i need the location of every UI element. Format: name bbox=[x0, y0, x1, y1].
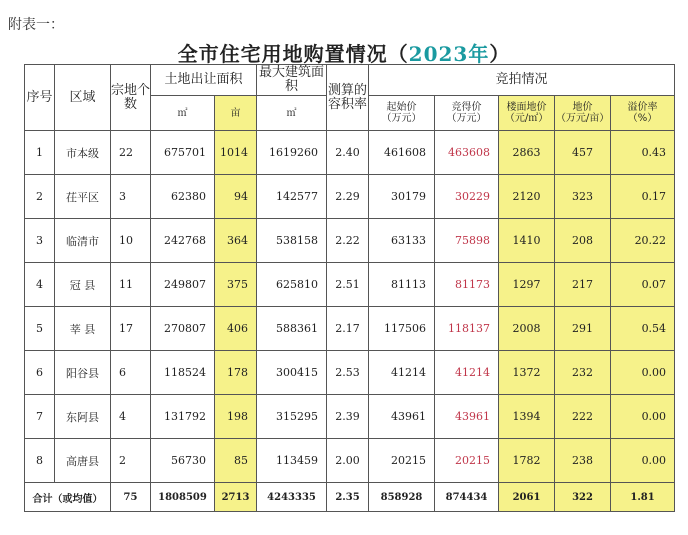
cell-ratio: 2.51 bbox=[327, 263, 369, 307]
total-count: 75 bbox=[111, 483, 151, 512]
cell-area-m2: 118524 bbox=[151, 351, 215, 395]
cell-floor: 2120 bbox=[499, 175, 555, 219]
cell-area-m2: 62380 bbox=[151, 175, 215, 219]
cell-area-mu: 94 bbox=[215, 175, 257, 219]
cell-region: 茌平区 bbox=[55, 175, 111, 219]
cell-land: 457 bbox=[555, 131, 611, 175]
total-deal: 874434 bbox=[435, 483, 499, 512]
cell-seq: 7 bbox=[25, 395, 55, 439]
cell-deal: 30229 bbox=[435, 175, 499, 219]
header-floor-price bbox=[499, 96, 555, 131]
header-floor-price-unit: （元/㎡） bbox=[504, 113, 549, 124]
header-ratio: 测算的容积率 bbox=[327, 65, 369, 131]
cell-seq: 1 bbox=[25, 131, 55, 175]
table-row bbox=[25, 439, 675, 483]
cell-seq: 8 bbox=[25, 439, 55, 483]
total-start: 858928 bbox=[369, 483, 435, 512]
table-row bbox=[25, 175, 675, 219]
cell-area-m2: 56730 bbox=[151, 439, 215, 483]
cell-area-mu: 364 bbox=[215, 219, 257, 263]
cell-area-m2: 242768 bbox=[151, 219, 215, 263]
header-premium bbox=[611, 96, 675, 131]
cell-ratio: 2.29 bbox=[327, 175, 369, 219]
cell-deal: 20215 bbox=[435, 439, 499, 483]
header-start-price-label: 起始价 bbox=[386, 102, 417, 113]
cell-premium: 20.22 bbox=[611, 219, 675, 263]
appendix-label: 附表一： bbox=[8, 17, 64, 33]
cell-start: 43961 bbox=[369, 395, 435, 439]
cell-count: 22 bbox=[111, 131, 151, 175]
total-area-mu: 2713 bbox=[215, 483, 257, 512]
cell-area-m2: 249807 bbox=[151, 263, 215, 307]
cell-build: 315295 bbox=[257, 395, 327, 439]
cell-ratio: 2.00 bbox=[327, 439, 369, 483]
cell-start: 63133 bbox=[369, 219, 435, 263]
cell-floor: 1394 bbox=[499, 395, 555, 439]
cell-count: 17 bbox=[111, 307, 151, 351]
cell-build: 142577 bbox=[257, 175, 327, 219]
cell-build: 625810 bbox=[257, 263, 327, 307]
cell-start: 81113 bbox=[369, 263, 435, 307]
total-area-m2: 1808509 bbox=[151, 483, 215, 512]
cell-area-mu: 198 bbox=[215, 395, 257, 439]
header-deal-price-label: 竞得价 bbox=[451, 102, 482, 113]
cell-land: 217 bbox=[555, 263, 611, 307]
header-unit-m2b: ㎡ bbox=[257, 96, 327, 131]
cell-ratio: 2.53 bbox=[327, 351, 369, 395]
header-unit-mu: 亩 bbox=[215, 96, 257, 131]
title-main: 全市住宅用地购置情况（ bbox=[177, 42, 409, 66]
total-build: 4243335 bbox=[257, 483, 327, 512]
cell-premium: 0.43 bbox=[611, 131, 675, 175]
header-land-price-label: 地价 bbox=[572, 102, 593, 113]
cell-area-m2: 675701 bbox=[151, 131, 215, 175]
cell-premium: 0.17 bbox=[611, 175, 675, 219]
table-row bbox=[25, 307, 675, 351]
title-close: ） bbox=[489, 42, 511, 66]
cell-region: 冠 县 bbox=[55, 263, 111, 307]
cell-deal: 118137 bbox=[435, 307, 499, 351]
cell-deal: 41214 bbox=[435, 351, 499, 395]
cell-ratio: 2.39 bbox=[327, 395, 369, 439]
cell-land: 208 bbox=[555, 219, 611, 263]
table-row bbox=[25, 351, 675, 395]
header-auction: 竞拍情况 bbox=[369, 65, 675, 96]
title-year: 2023年 bbox=[408, 42, 490, 66]
header-row-top bbox=[25, 65, 675, 96]
cell-area-mu: 85 bbox=[215, 439, 257, 483]
header-premium-unit: （%） bbox=[627, 113, 658, 124]
cell-land: 238 bbox=[555, 439, 611, 483]
cell-deal: 81173 bbox=[435, 263, 499, 307]
cell-ratio: 2.17 bbox=[327, 307, 369, 351]
cell-count: 4 bbox=[111, 395, 151, 439]
cell-seq: 3 bbox=[25, 219, 55, 263]
header-unit-m2: ㎡ bbox=[151, 96, 215, 131]
table-row bbox=[25, 395, 675, 439]
cell-start: 20215 bbox=[369, 439, 435, 483]
header-floor-price-label: 楼面地价 bbox=[506, 102, 547, 113]
cell-region: 市本级 bbox=[55, 131, 111, 175]
cell-build: 588361 bbox=[257, 307, 327, 351]
table-row bbox=[25, 219, 675, 263]
cell-premium: 0.00 bbox=[611, 439, 675, 483]
total-row bbox=[25, 483, 675, 512]
total-ratio: 2.35 bbox=[327, 483, 369, 512]
cell-count: 10 bbox=[111, 219, 151, 263]
cell-area-m2: 131792 bbox=[151, 395, 215, 439]
cell-build: 1619260 bbox=[257, 131, 327, 175]
cell-build: 538158 bbox=[257, 219, 327, 263]
cell-land: 291 bbox=[555, 307, 611, 351]
cell-build: 300415 bbox=[257, 351, 327, 395]
header-premium-label: 溢价率 bbox=[627, 102, 658, 113]
cell-area-m2: 270807 bbox=[151, 307, 215, 351]
cell-premium: 0.07 bbox=[611, 263, 675, 307]
header-land-area: 土地出让面积 bbox=[151, 65, 257, 96]
cell-start: 461608 bbox=[369, 131, 435, 175]
cell-land: 232 bbox=[555, 351, 611, 395]
cell-region: 阳谷县 bbox=[55, 351, 111, 395]
header-start-price-unit: （万元） bbox=[381, 113, 422, 124]
cell-premium: 0.54 bbox=[611, 307, 675, 351]
total-floor: 2061 bbox=[499, 483, 555, 512]
cell-land: 222 bbox=[555, 395, 611, 439]
cell-area-mu: 375 bbox=[215, 263, 257, 307]
cell-premium: 0.00 bbox=[611, 351, 675, 395]
cell-floor: 1782 bbox=[499, 439, 555, 483]
cell-start: 30179 bbox=[369, 175, 435, 219]
cell-deal: 75898 bbox=[435, 219, 499, 263]
total-label: 合计（或均值） bbox=[25, 483, 111, 512]
header-start-price bbox=[369, 96, 435, 131]
cell-premium: 0.00 bbox=[611, 395, 675, 439]
cell-floor: 2863 bbox=[499, 131, 555, 175]
total-premium: 1.81 bbox=[611, 483, 675, 512]
cell-floor: 1372 bbox=[499, 351, 555, 395]
header-count: 宗地个数 bbox=[111, 65, 151, 131]
cell-count: 3 bbox=[111, 175, 151, 219]
cell-seq: 6 bbox=[25, 351, 55, 395]
land-purchase-table bbox=[24, 64, 675, 512]
cell-region: 临清市 bbox=[55, 219, 111, 263]
cell-ratio: 2.40 bbox=[327, 131, 369, 175]
header-land-price bbox=[555, 96, 611, 131]
cell-count: 11 bbox=[111, 263, 151, 307]
cell-area-mu: 406 bbox=[215, 307, 257, 351]
cell-seq: 4 bbox=[25, 263, 55, 307]
header-region: 区域 bbox=[55, 65, 111, 131]
cell-seq: 5 bbox=[25, 307, 55, 351]
header-land-price-unit: （万元/亩） bbox=[555, 113, 610, 124]
cell-region: 高唐县 bbox=[55, 439, 111, 483]
cell-deal: 43961 bbox=[435, 395, 499, 439]
header-seq: 序号 bbox=[25, 65, 55, 131]
cell-count: 6 bbox=[111, 351, 151, 395]
table-row bbox=[25, 263, 675, 307]
cell-floor: 2008 bbox=[499, 307, 555, 351]
cell-area-mu: 1014 bbox=[215, 131, 257, 175]
table-row bbox=[25, 131, 675, 175]
cell-start: 41214 bbox=[369, 351, 435, 395]
cell-land: 323 bbox=[555, 175, 611, 219]
cell-region: 东阿县 bbox=[55, 395, 111, 439]
cell-floor: 1297 bbox=[499, 263, 555, 307]
cell-start: 117506 bbox=[369, 307, 435, 351]
cell-seq: 2 bbox=[25, 175, 55, 219]
cell-count: 2 bbox=[111, 439, 151, 483]
cell-build: 113459 bbox=[257, 439, 327, 483]
header-deal-price-unit: （万元） bbox=[446, 113, 487, 124]
cell-area-mu: 178 bbox=[215, 351, 257, 395]
cell-ratio: 2.22 bbox=[327, 219, 369, 263]
header-deal-price bbox=[435, 96, 499, 131]
cell-deal: 463608 bbox=[435, 131, 499, 175]
header-max-building: 最大建筑面积 bbox=[257, 65, 327, 96]
page-title bbox=[0, 38, 688, 67]
total-land: 322 bbox=[555, 483, 611, 512]
cell-region: 莘 县 bbox=[55, 307, 111, 351]
cell-floor: 1410 bbox=[499, 219, 555, 263]
